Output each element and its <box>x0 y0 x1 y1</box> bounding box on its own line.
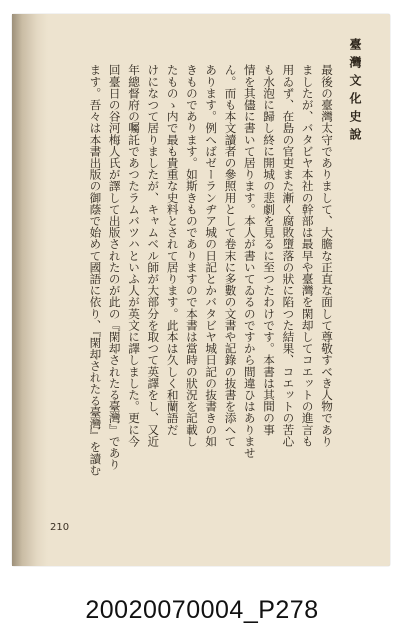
text-line: も水泡に歸し終に開城の悲劇を見るに至つたわけです。本書は其間の事 <box>262 64 277 436</box>
text-line: 回臺日の谷河梅人氏が譯して出版されたのが此の『閑却されたる臺灣』であり <box>107 64 122 470</box>
text-line: 最後の臺灣太守でありまして、大膽な正直な面して尊敬すべき人物であり <box>320 64 334 447</box>
image-caption: 20020070004_P278 <box>85 596 319 624</box>
text-line: 情を其儘に書いて居ります。本人が書いてゐるのですから間違ひはありませ <box>242 64 257 459</box>
text-line: 年總督府の囑託であつたラムバツハといふ人が英文に譯しました。更に今 <box>127 64 142 447</box>
text-line: ましたが、バタビヤ本社の幹部は最早や臺灣を閑却してコエットの進言も <box>300 64 315 447</box>
page-gutter-shadow <box>12 14 48 566</box>
running-header: 臺灣文化史說 <box>348 38 362 146</box>
text-line: 用ゐず、在島の官吏また漸く腐敗墮落の狀に陷つた結果、コエットの苦心 <box>281 64 296 447</box>
text-line: ます。吾々は本書出版の御蔭で始めて國語に依り、『閑却されたる臺灣』を讀む <box>88 64 103 476</box>
text-line: あります。例へばゼーランヂア城の日記とかバタビヤ城日記の抜書きの如 <box>204 64 219 447</box>
text-line: ん。而も本文讀者の參照用として卷末に多數の文書や記錄の抜書を添へて <box>223 64 238 447</box>
body-text <box>54 64 336 506</box>
page-number: 210 <box>50 522 70 533</box>
text-line: けになつて居りましたが、キャムベル師が大部分を取つて英譯をし、又近 <box>146 64 161 447</box>
text-line: きものであります。如斯きものでありますので本書は當時の狀況を記載し <box>184 64 199 447</box>
book-page <box>12 14 390 566</box>
text-line: たものゝ内で最も貴重な史料とされて居ります。此本は久しく和蘭語だ <box>165 64 180 436</box>
